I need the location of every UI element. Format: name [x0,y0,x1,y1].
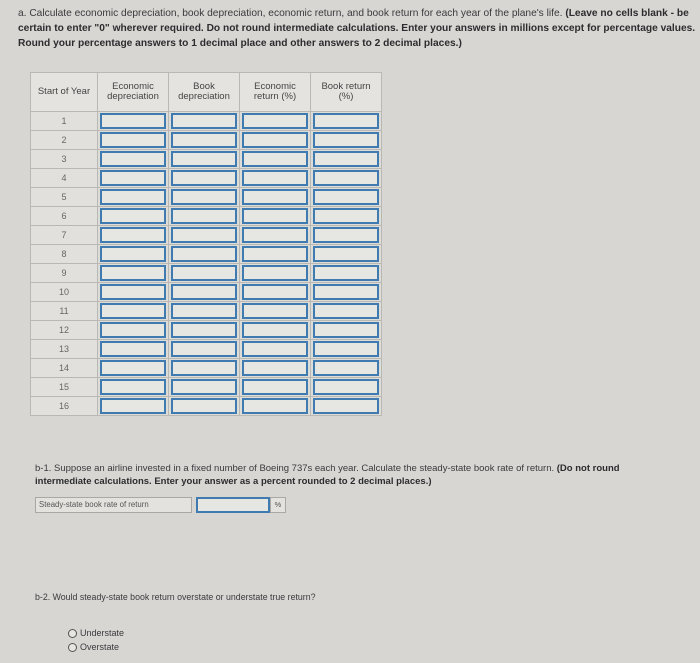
economic-return-cell [240,340,311,359]
economic-return-cell [240,112,311,131]
book-depreciation-cell [169,378,240,397]
table-row [31,321,382,340]
economic-return-cell [240,283,311,302]
question-b1-text: b-1. Suppose an airline invested in a fixed number of Boeing 737s each year. Calculate the steady-state book rate of return. [35,463,555,474]
table-row [31,245,382,264]
radio-icon[interactable] [68,629,77,638]
economic-depreciation-input[interactable] [100,113,166,129]
book-return-input[interactable] [313,265,379,281]
economic-depreciation-cell [98,321,169,340]
table-row [31,150,382,169]
depreciation-table [30,72,382,416]
book-depreciation-input[interactable] [171,132,237,148]
economic-depreciation-cell [98,302,169,321]
book-depreciation-cell [169,283,240,302]
table-row [31,131,382,150]
book-depreciation-input[interactable] [171,341,237,357]
economic-depreciation-cell [98,245,169,264]
economic-return-input[interactable] [242,379,308,395]
economic-return-input[interactable] [242,303,308,319]
economic-depreciation-cell [98,207,169,226]
book-return-input[interactable] [313,360,379,376]
book-depreciation-cell [169,188,240,207]
economic-return-input[interactable] [242,322,308,338]
book-depreciation-cell [169,207,240,226]
economic-return-cell [240,378,311,397]
year-cell: 7 [31,226,98,245]
economic-return-cell [240,150,311,169]
book-depreciation-input[interactable] [171,303,237,319]
book-return-cell [311,150,382,169]
year-cell: 6 [31,207,98,226]
economic-return-cell [240,321,311,340]
table-row [31,397,382,416]
economic-return-cell [240,226,311,245]
book-return-cell [311,340,382,359]
book-return-input[interactable] [313,322,379,338]
economic-return-cell [240,207,311,226]
header-economic-depreciation: Economic depreciation [98,73,169,112]
question-b1 [35,462,665,488]
book-return-input[interactable] [313,303,379,319]
year-cell: 5 [31,188,98,207]
year-cell: 2 [31,131,98,150]
book-return-input[interactable] [313,341,379,357]
book-return-cell [311,226,382,245]
question-a-text: a. Calculate economic depreciation, book depreciation, economic return, and book return for each year of the plane's life. [18,8,563,19]
economic-depreciation-input[interactable] [100,265,166,281]
economic-return-cell [240,302,311,321]
table-row [31,264,382,283]
economic-depreciation-input[interactable] [100,284,166,300]
book-depreciation-cell [169,359,240,378]
economic-depreciation-cell [98,112,169,131]
book-return-input[interactable] [313,227,379,243]
radio-icon[interactable] [68,643,77,652]
economic-depreciation-input[interactable] [100,227,166,243]
book-depreciation-cell [169,321,240,340]
year-cell: 14 [31,359,98,378]
economic-depreciation-input[interactable] [100,189,166,205]
economic-return-input[interactable] [242,170,308,186]
steady-state-row [35,497,286,513]
steady-state-input[interactable] [196,497,270,513]
table-row [31,207,382,226]
economic-return-input[interactable] [242,360,308,376]
book-return-cell [311,245,382,264]
year-cell: 11 [31,302,98,321]
year-cell: 8 [31,245,98,264]
steady-state-label: Steady-state book rate of return [35,497,192,513]
economic-return-input[interactable] [242,151,308,167]
year-cell: 12 [31,321,98,340]
book-depreciation-cell [169,302,240,321]
book-depreciation-cell [169,226,240,245]
book-depreciation-input[interactable] [171,151,237,167]
book-depreciation-input[interactable] [171,113,237,129]
option-overstate[interactable] [68,640,124,654]
header-start-of-year: Start of Year [31,73,98,112]
book-return-input[interactable] [313,170,379,186]
book-depreciation-input[interactable] [171,379,237,395]
book-depreciation-cell [169,131,240,150]
book-return-input[interactable] [313,398,379,414]
economic-depreciation-cell [98,378,169,397]
economic-return-cell [240,359,311,378]
economic-return-input[interactable] [242,189,308,205]
table-row [31,359,382,378]
year-cell: 4 [31,169,98,188]
economic-return-cell [240,264,311,283]
book-return-input[interactable] [313,132,379,148]
book-depreciation-cell [169,340,240,359]
economic-depreciation-input[interactable] [100,303,166,319]
book-return-input[interactable] [313,246,379,262]
economic-return-cell [240,245,311,264]
table-row [31,302,382,321]
book-return-cell [311,112,382,131]
book-return-input[interactable] [313,284,379,300]
year-cell: 13 [31,340,98,359]
table-row [31,378,382,397]
book-depreciation-cell [169,169,240,188]
book-depreciation-cell [169,397,240,416]
economic-depreciation-input[interactable] [100,151,166,167]
book-return-input[interactable] [313,113,379,129]
table-row [31,226,382,245]
economic-depreciation-input[interactable] [100,360,166,376]
table-row [31,169,382,188]
option-understate[interactable] [68,626,124,640]
book-return-cell [311,264,382,283]
economic-depreciation-cell [98,150,169,169]
table-row [31,112,382,131]
economic-return-cell [240,397,311,416]
book-return-input[interactable] [313,189,379,205]
book-return-cell [311,207,382,226]
book-depreciation-cell [169,150,240,169]
year-cell: 3 [31,150,98,169]
book-return-input[interactable] [313,151,379,167]
economic-return-cell [240,188,311,207]
option-label: Overstate [80,642,120,652]
book-depreciation-input[interactable] [171,398,237,414]
book-depreciation-cell [169,264,240,283]
book-return-cell [311,302,382,321]
economic-depreciation-input[interactable] [100,322,166,338]
economic-return-input[interactable] [242,132,308,148]
economic-depreciation-cell [98,188,169,207]
book-depreciation-input[interactable] [171,227,237,243]
economic-depreciation-input[interactable] [100,246,166,262]
book-return-cell [311,321,382,340]
book-depreciation-input[interactable] [171,360,237,376]
question-a-note: (Leave no cells blank - be certain to enter "0" wherever required. Do not round intermediate calculations. Enter your answers in millions except for percentage values. Round your percentage answers to 1 decimal place and other answers to 2 decimal places.) [18,8,696,49]
book-return-input[interactable] [313,208,379,224]
economic-depreciation-input[interactable] [100,170,166,186]
year-cell: 1 [31,112,98,131]
question-a-instructions [18,6,696,51]
book-depreciation-input[interactable] [171,284,237,300]
table-row [31,340,382,359]
economic-return-input[interactable] [242,284,308,300]
economic-depreciation-cell [98,169,169,188]
economic-depreciation-input[interactable] [100,398,166,414]
economic-return-input[interactable] [242,113,308,129]
question-b2: b-2. Would steady-state book return overstate or understate true return? [35,592,316,602]
book-depreciation-cell [169,112,240,131]
header-book-return: Book return (%) [311,73,382,112]
economic-depreciation-input[interactable] [100,341,166,357]
year-cell: 16 [31,397,98,416]
economic-depreciation-input[interactable] [100,379,166,395]
year-cell: 10 [31,283,98,302]
economic-depreciation-cell [98,264,169,283]
year-cell: 15 [31,378,98,397]
book-depreciation-cell [169,245,240,264]
header-economic-return: Economic return (%) [240,73,311,112]
book-return-cell [311,188,382,207]
header-book-depreciation: Book depreciation [169,73,240,112]
book-depreciation-input[interactable] [171,322,237,338]
economic-depreciation-cell [98,226,169,245]
book-return-cell [311,169,382,188]
economic-return-input[interactable] [242,265,308,281]
table-header-row [31,73,382,112]
book-depreciation-input[interactable] [171,189,237,205]
book-depreciation-input[interactable] [171,208,237,224]
book-return-cell [311,283,382,302]
book-return-cell [311,359,382,378]
economic-return-input[interactable] [242,398,308,414]
table-body [31,112,382,416]
book-depreciation-input[interactable] [171,246,237,262]
book-return-input[interactable] [313,379,379,395]
book-return-cell [311,397,382,416]
economic-return-cell [240,169,311,188]
percent-unit: % [270,497,286,513]
book-return-cell [311,131,382,150]
book-depreciation-input[interactable] [171,265,237,281]
economic-depreciation-cell [98,340,169,359]
economic-return-input[interactable] [242,227,308,243]
economic-depreciation-cell [98,283,169,302]
economic-depreciation-cell [98,359,169,378]
economic-depreciation-cell [98,397,169,416]
economic-return-input[interactable] [242,341,308,357]
economic-return-input[interactable] [242,246,308,262]
year-cell: 9 [31,264,98,283]
table-row [31,188,382,207]
table-row [31,283,382,302]
economic-return-cell [240,131,311,150]
option-label: Understate [80,628,125,638]
economic-return-input[interactable] [242,208,308,224]
economic-depreciation-input[interactable] [100,132,166,148]
book-depreciation-input[interactable] [171,170,237,186]
book-return-cell [311,378,382,397]
economic-depreciation-cell [98,131,169,150]
economic-depreciation-input[interactable] [100,208,166,224]
question-b1-note: (Do not round intermediate calculations. Enter your answer as a percent rounded to 2 decimal places.) [35,463,620,487]
answer-options [68,626,124,654]
